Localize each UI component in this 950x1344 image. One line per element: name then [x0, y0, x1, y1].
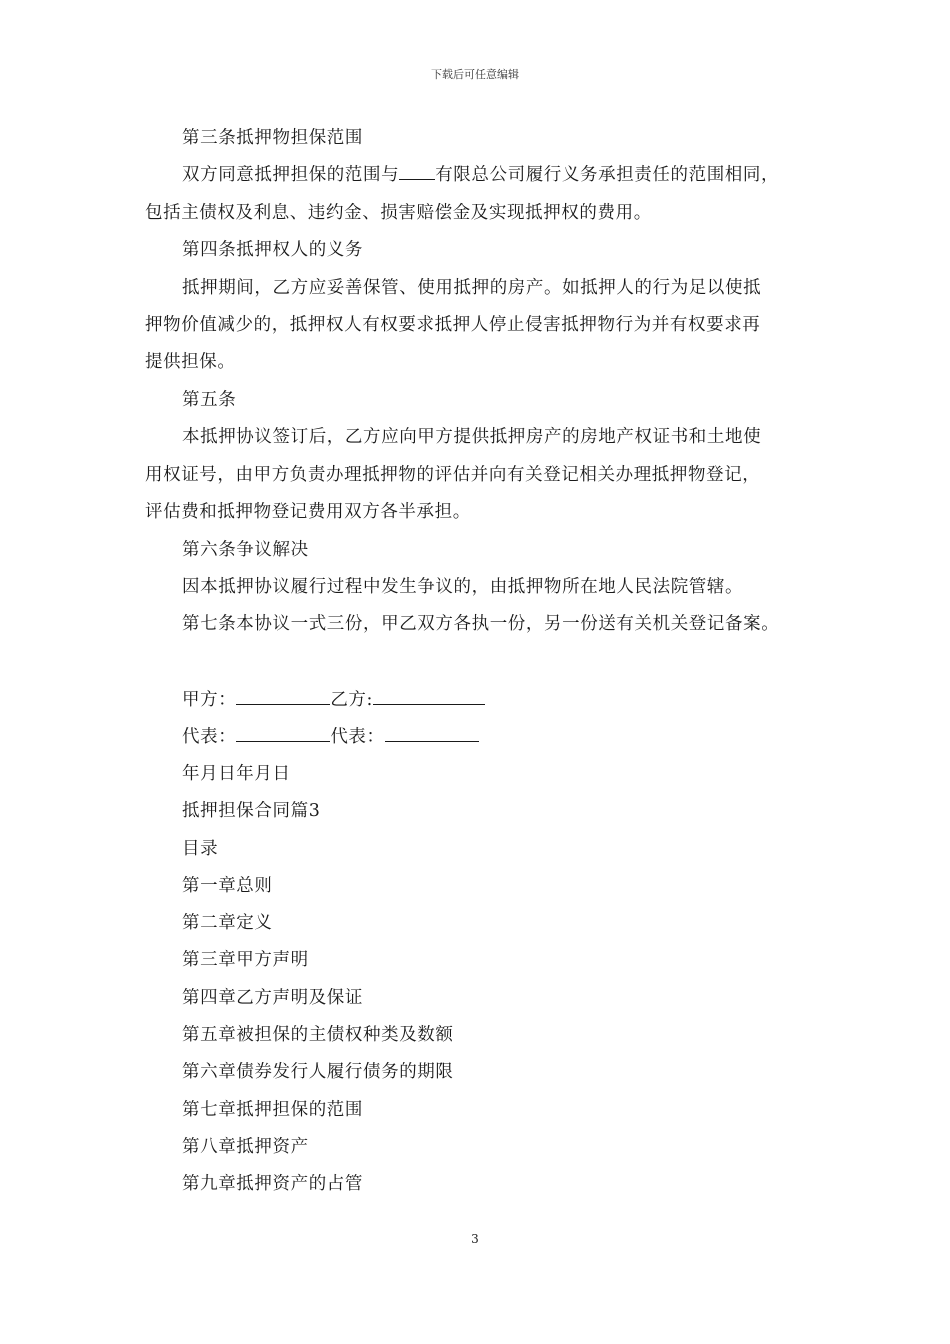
article-4-title: 第四条抵押权人的义务	[182, 240, 363, 260]
party-a-label: 甲方：	[182, 690, 237, 710]
toc-item: 第二章定义	[182, 913, 273, 933]
toc-item: 第三章甲方声明	[182, 950, 309, 970]
article-7-line-1: 第七条本协议一式三份，甲乙双方各执一份，另一份送有关机关登记备案。	[182, 614, 780, 634]
toc-item: 第六章债券发行人履行债务的期限	[182, 1062, 454, 1082]
article-6-title: 第六条争议解决	[182, 540, 309, 560]
toc-item: 第七章抵押担保的范围	[182, 1100, 363, 1120]
article-5-line-3: 评估费和抵押物登记费用双方各半承担。	[145, 502, 471, 522]
article-4-line-1: 抵押期间，乙方应妥善保管、使用抵押的房产。如抵押人的行为足以使抵	[182, 278, 762, 298]
rep-b-label: 代表：	[330, 727, 385, 747]
page-number: 3	[471, 1232, 479, 1246]
article-3-paragraph-line-2: 包括主债权及利息、违约金、损害赔偿金及实现抵押权的费用。	[145, 203, 652, 223]
contract-3-title: 抵押担保合同篇3	[182, 801, 321, 821]
toc-item: 第四章乙方声明及保证	[182, 988, 363, 1008]
article-5-line-2: 用权证号，由甲方负责办理抵押物的评估并向有关登记相关办理抵押物登记，	[145, 465, 761, 485]
toc-item: 第五章被担保的主债权种类及数额	[182, 1025, 454, 1045]
signature-party-line	[182, 688, 485, 712]
article-3-title: 第三条抵押物担保范围	[182, 128, 363, 148]
party-b-blank	[373, 689, 485, 705]
fill-blank-company	[399, 164, 435, 180]
page-header: 下载后可任意编辑	[431, 68, 519, 81]
rep-a-blank	[236, 726, 330, 742]
party-b-label: 乙方:	[330, 690, 374, 710]
article-4-line-2: 押物价值减少的，抵押权人有权要求抵押人停止侵害抵押物行为并有权要求再	[145, 315, 761, 335]
toc-title: 目录	[182, 839, 219, 859]
party-a-blank	[236, 689, 330, 705]
rep-b-blank	[385, 726, 479, 742]
article-3-paragraph-line-1	[182, 163, 779, 187]
signature-representative-line	[182, 725, 479, 749]
rep-a-label: 代表：	[182, 727, 237, 747]
toc-item: 第一章总则	[182, 876, 273, 896]
article-6-line-1: 因本抵押协议履行过程中发生争议的，由抵押物所在地人民法院管辖。	[182, 577, 744, 597]
article-3-text-b: 有限总公司履行义务承担责任的范围相同，	[435, 165, 780, 185]
toc-item: 第九章抵押资产的占管	[182, 1174, 363, 1194]
signature-date-line: 年月日年月日	[182, 764, 291, 784]
article-5-line-1: 本抵押协议签订后，乙方应向甲方提供抵押房产的房地产权证书和土地使	[182, 427, 762, 447]
article-4-line-3: 提供担保。	[145, 352, 236, 372]
article-3-text-a: 双方同意抵押担保的范围与	[182, 165, 400, 185]
toc-item: 第八章抵押资产	[182, 1137, 309, 1157]
article-5-title: 第五条	[182, 390, 237, 410]
